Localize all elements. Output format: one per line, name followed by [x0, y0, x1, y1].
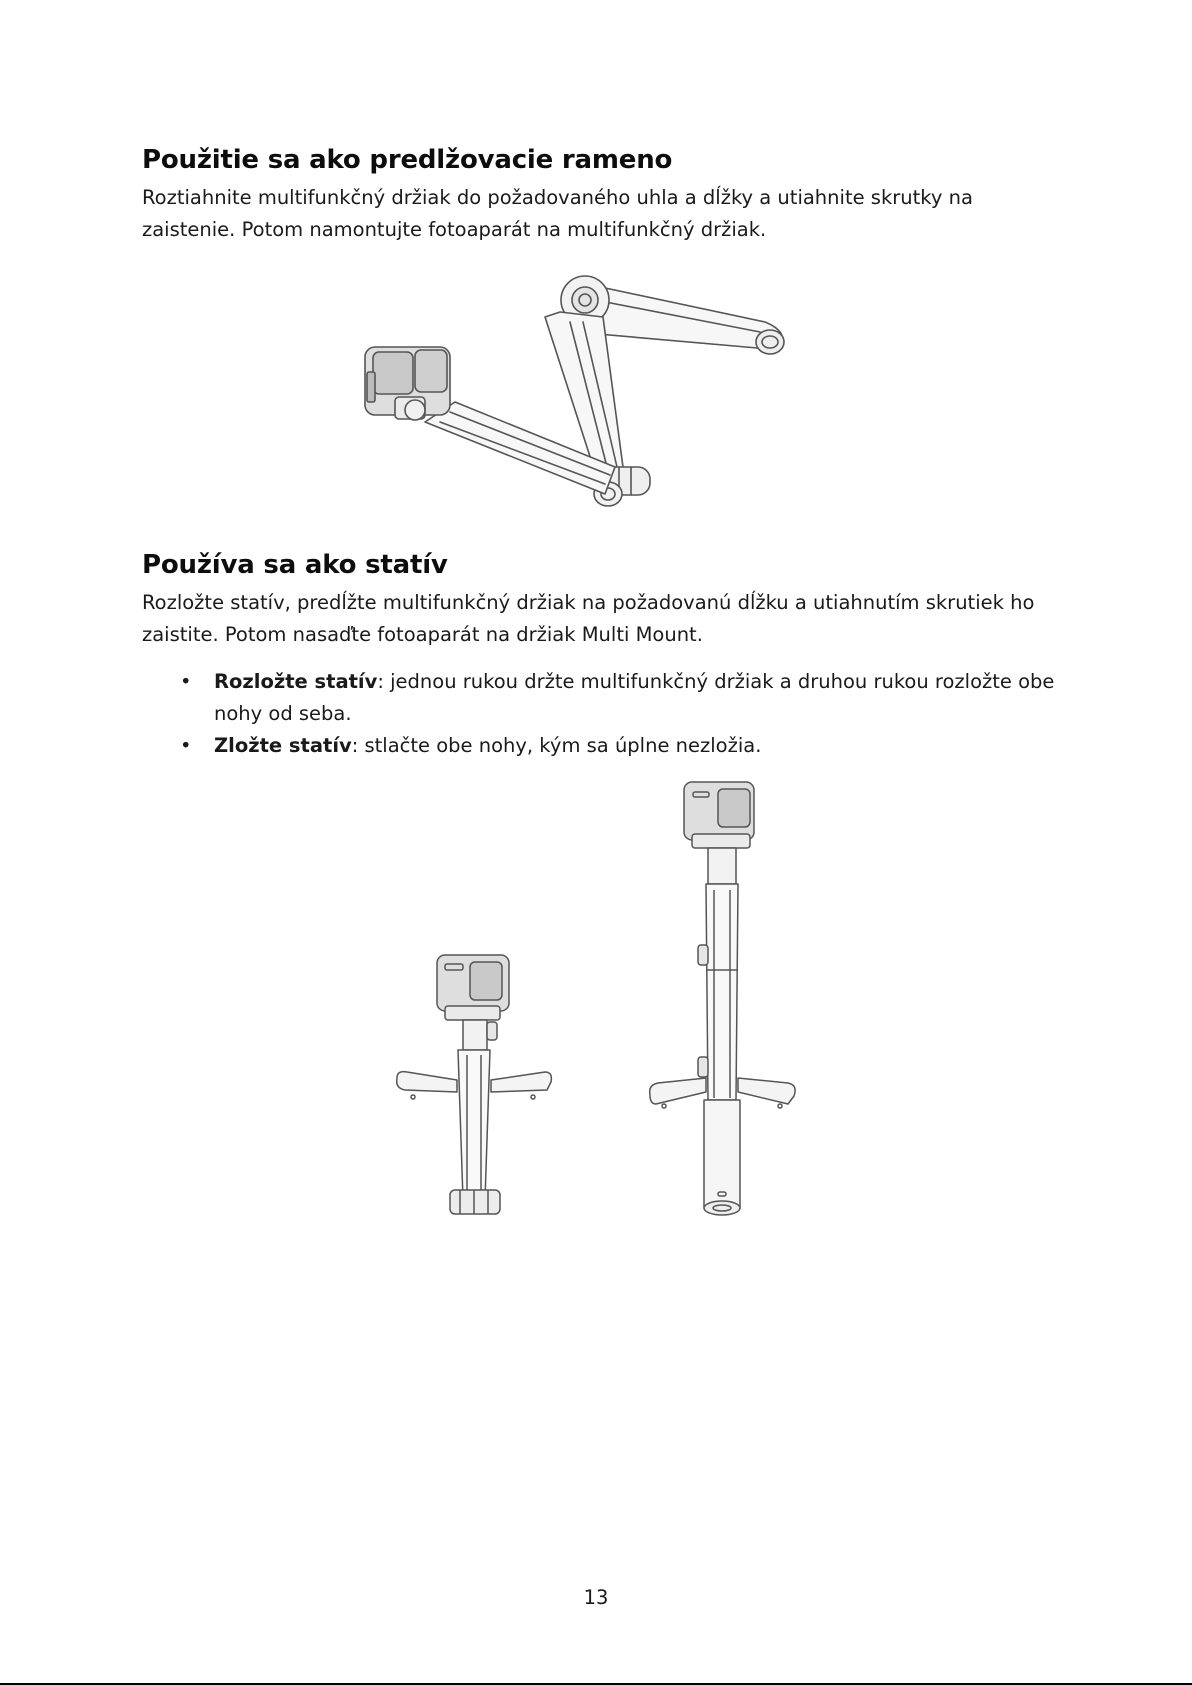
list-item-text: : jednou rukou držte multifunkčný držiak a druhou rukou rozložte obe nohy od seba.: [214, 670, 1055, 725]
section-heading-extension-arm: Použitie sa ako predlžovacie rameno: [142, 145, 673, 175]
bullet-icon: •: [180, 734, 192, 757]
section-heading-tripod: Používa sa ako statív: [142, 550, 448, 580]
list-item: [142, 730, 1082, 762]
body-line-2: zaistite. Potom nasaďte fotoaparát na držiak Multi Mount.: [142, 623, 703, 646]
body-line-1: Rozložte statív, predĺžte multifunkčný držiak na požadovanú dĺžku a utiahnutím skrutiek ho: [142, 591, 1035, 614]
camera-illustration: [437, 955, 509, 1020]
section-body-extension-arm: [142, 182, 1062, 246]
tripod-extended-illustration: [648, 780, 798, 1220]
section-body-tripod: [142, 587, 1062, 651]
tripod-instructions-list: [142, 666, 1082, 762]
body-line-1: Roztiahnite multifunkčný držiak do požadovaného uhla a dĺžky a utiahnite skrutky na: [142, 186, 973, 209]
extension-arm-illustration: [355, 262, 835, 537]
body-line-2: zaistenie. Potom namontujte fotoaparát na multifunkčný držiak.: [142, 218, 767, 241]
list-item-term: Zložte statív: [214, 734, 352, 757]
camera-illustration: [684, 782, 754, 848]
bullet-icon: •: [180, 670, 192, 693]
camera-illustration: [365, 347, 450, 420]
list-item-text: : stlačte obe nohy, kým sa úplne nezložia.: [351, 734, 762, 757]
page-number: 13: [583, 1586, 609, 1609]
list-item-term: Rozložte statív: [214, 670, 378, 693]
tripod-short-illustration: [395, 950, 555, 1220]
list-item: [142, 666, 1082, 730]
